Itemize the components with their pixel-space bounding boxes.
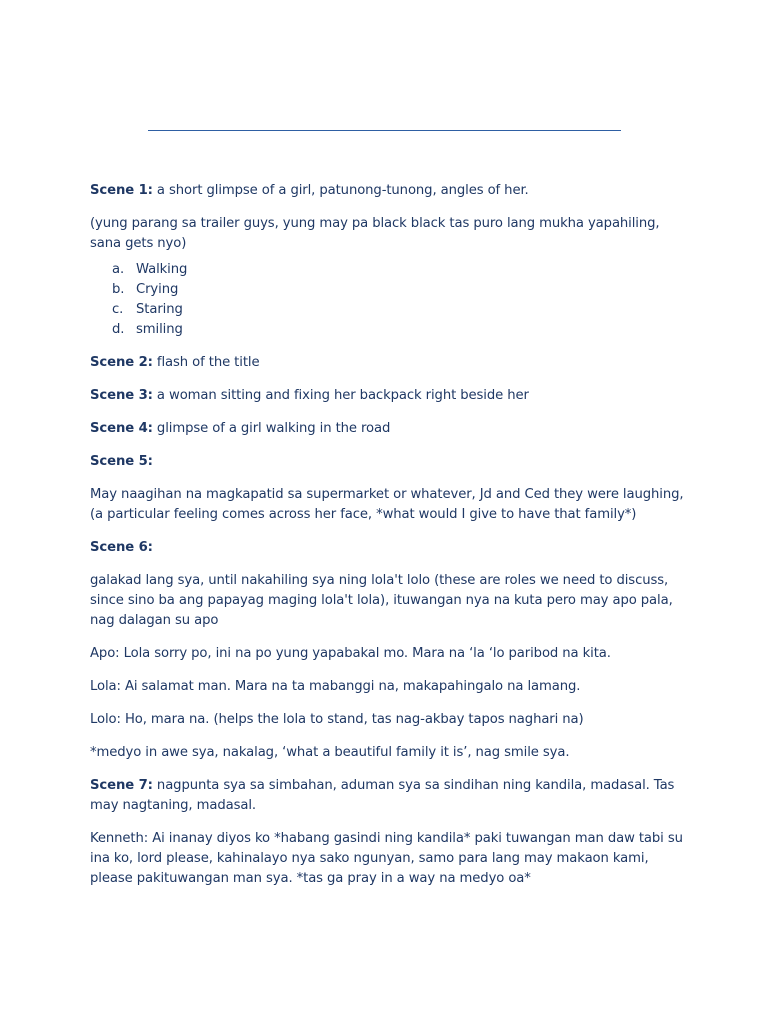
scene-6-body: galakad lang sya, until nakahiling sya ning lola't lolo (these are roles we need to discuss, since sino ba ang papayag maging lola't lola), ituwangan nya na kuta pero may apo pala, nag dalagan su apo [90, 573, 673, 628]
dialogue-kenneth: Kenneth: Ai inanay diyos ko *habang gasindi ning kandila* paki tuwangan man daw tabi su ina ko, lord please, kahinalayo nya sako ngunyan, samo para lang may makaon kami, please pakituwangan man sya. *tas ga pray in a way na medyo oa* [90, 831, 683, 886]
stage-direction: *medyo in awe sya, nakalag, ‘what a beautiful family it is’, nag smile sya. [90, 745, 570, 760]
list-marker: c. [112, 302, 124, 317]
scene-2 [90, 353, 690, 373]
scene-label: Scene 6: [90, 540, 153, 555]
scene-text: a short glimpse of a girl, patunong-tunong, angles of her. [152, 183, 529, 198]
dialogue-lola: Lola: Ai salamat man. Mara na ta mabanggi na, makapahingalo na lamang. [90, 679, 581, 694]
scene-4 [90, 419, 690, 439]
horizontal-rule [148, 130, 621, 131]
scene-label: Scene 5: [90, 454, 153, 469]
list-marker: b. [112, 282, 125, 297]
list-text: Staring [136, 302, 183, 317]
scene-1-note: (yung parang sa trailer guys, yung may pa black black tas puro lang mukha yapahiling, sana gets nyo) [90, 216, 660, 251]
scene-7 [90, 776, 690, 816]
scene-label: Scene 4: [90, 421, 153, 436]
scene-text: nagpunta sya sa simbahan, aduman sya sa sindihan ning kandila, madasal. Tas may nagtaning, madasal. [90, 778, 675, 813]
list-text: Crying [136, 282, 179, 297]
list-item [90, 280, 690, 300]
scene-label: Scene 1: [90, 183, 153, 198]
list-text: Walking [136, 262, 188, 277]
scene-text: a woman sitting and fixing her backpack right beside her [152, 388, 529, 403]
scene-label: Scene 7: [90, 778, 153, 793]
dialogue-apo: Apo: Lola sorry po, ini na po yung yapabakal mo. Mara na ‘la ‘lo paribod na kita. [90, 646, 611, 661]
dialogue-lolo: Lolo: Ho, mara na. (helps the lola to stand, tas nag-akbay tapos naghari na) [90, 712, 584, 727]
scene-5-body: May naagihan na magkapatid sa supermarket or whatever, Jd and Ced they were laughing, (a particular feeling comes across her face, *what would I give to have that family*) [90, 487, 684, 522]
list-item [90, 320, 690, 340]
list-item [90, 260, 690, 280]
scene-text: flash of the title [152, 355, 260, 370]
list-marker: d. [112, 322, 125, 337]
scene-6 [90, 538, 690, 558]
list-marker: a. [112, 262, 125, 277]
scene-5 [90, 452, 690, 472]
scene-1 [90, 181, 690, 201]
scene-label: Scene 2: [90, 355, 153, 370]
list-text: smiling [136, 322, 183, 337]
scene-text: glimpse of a girl walking in the road [152, 421, 391, 436]
shot-list [90, 260, 690, 340]
scene-label: Scene 3: [90, 388, 153, 403]
script-document [90, 181, 690, 902]
scene-3 [90, 386, 690, 406]
list-item [90, 300, 690, 320]
